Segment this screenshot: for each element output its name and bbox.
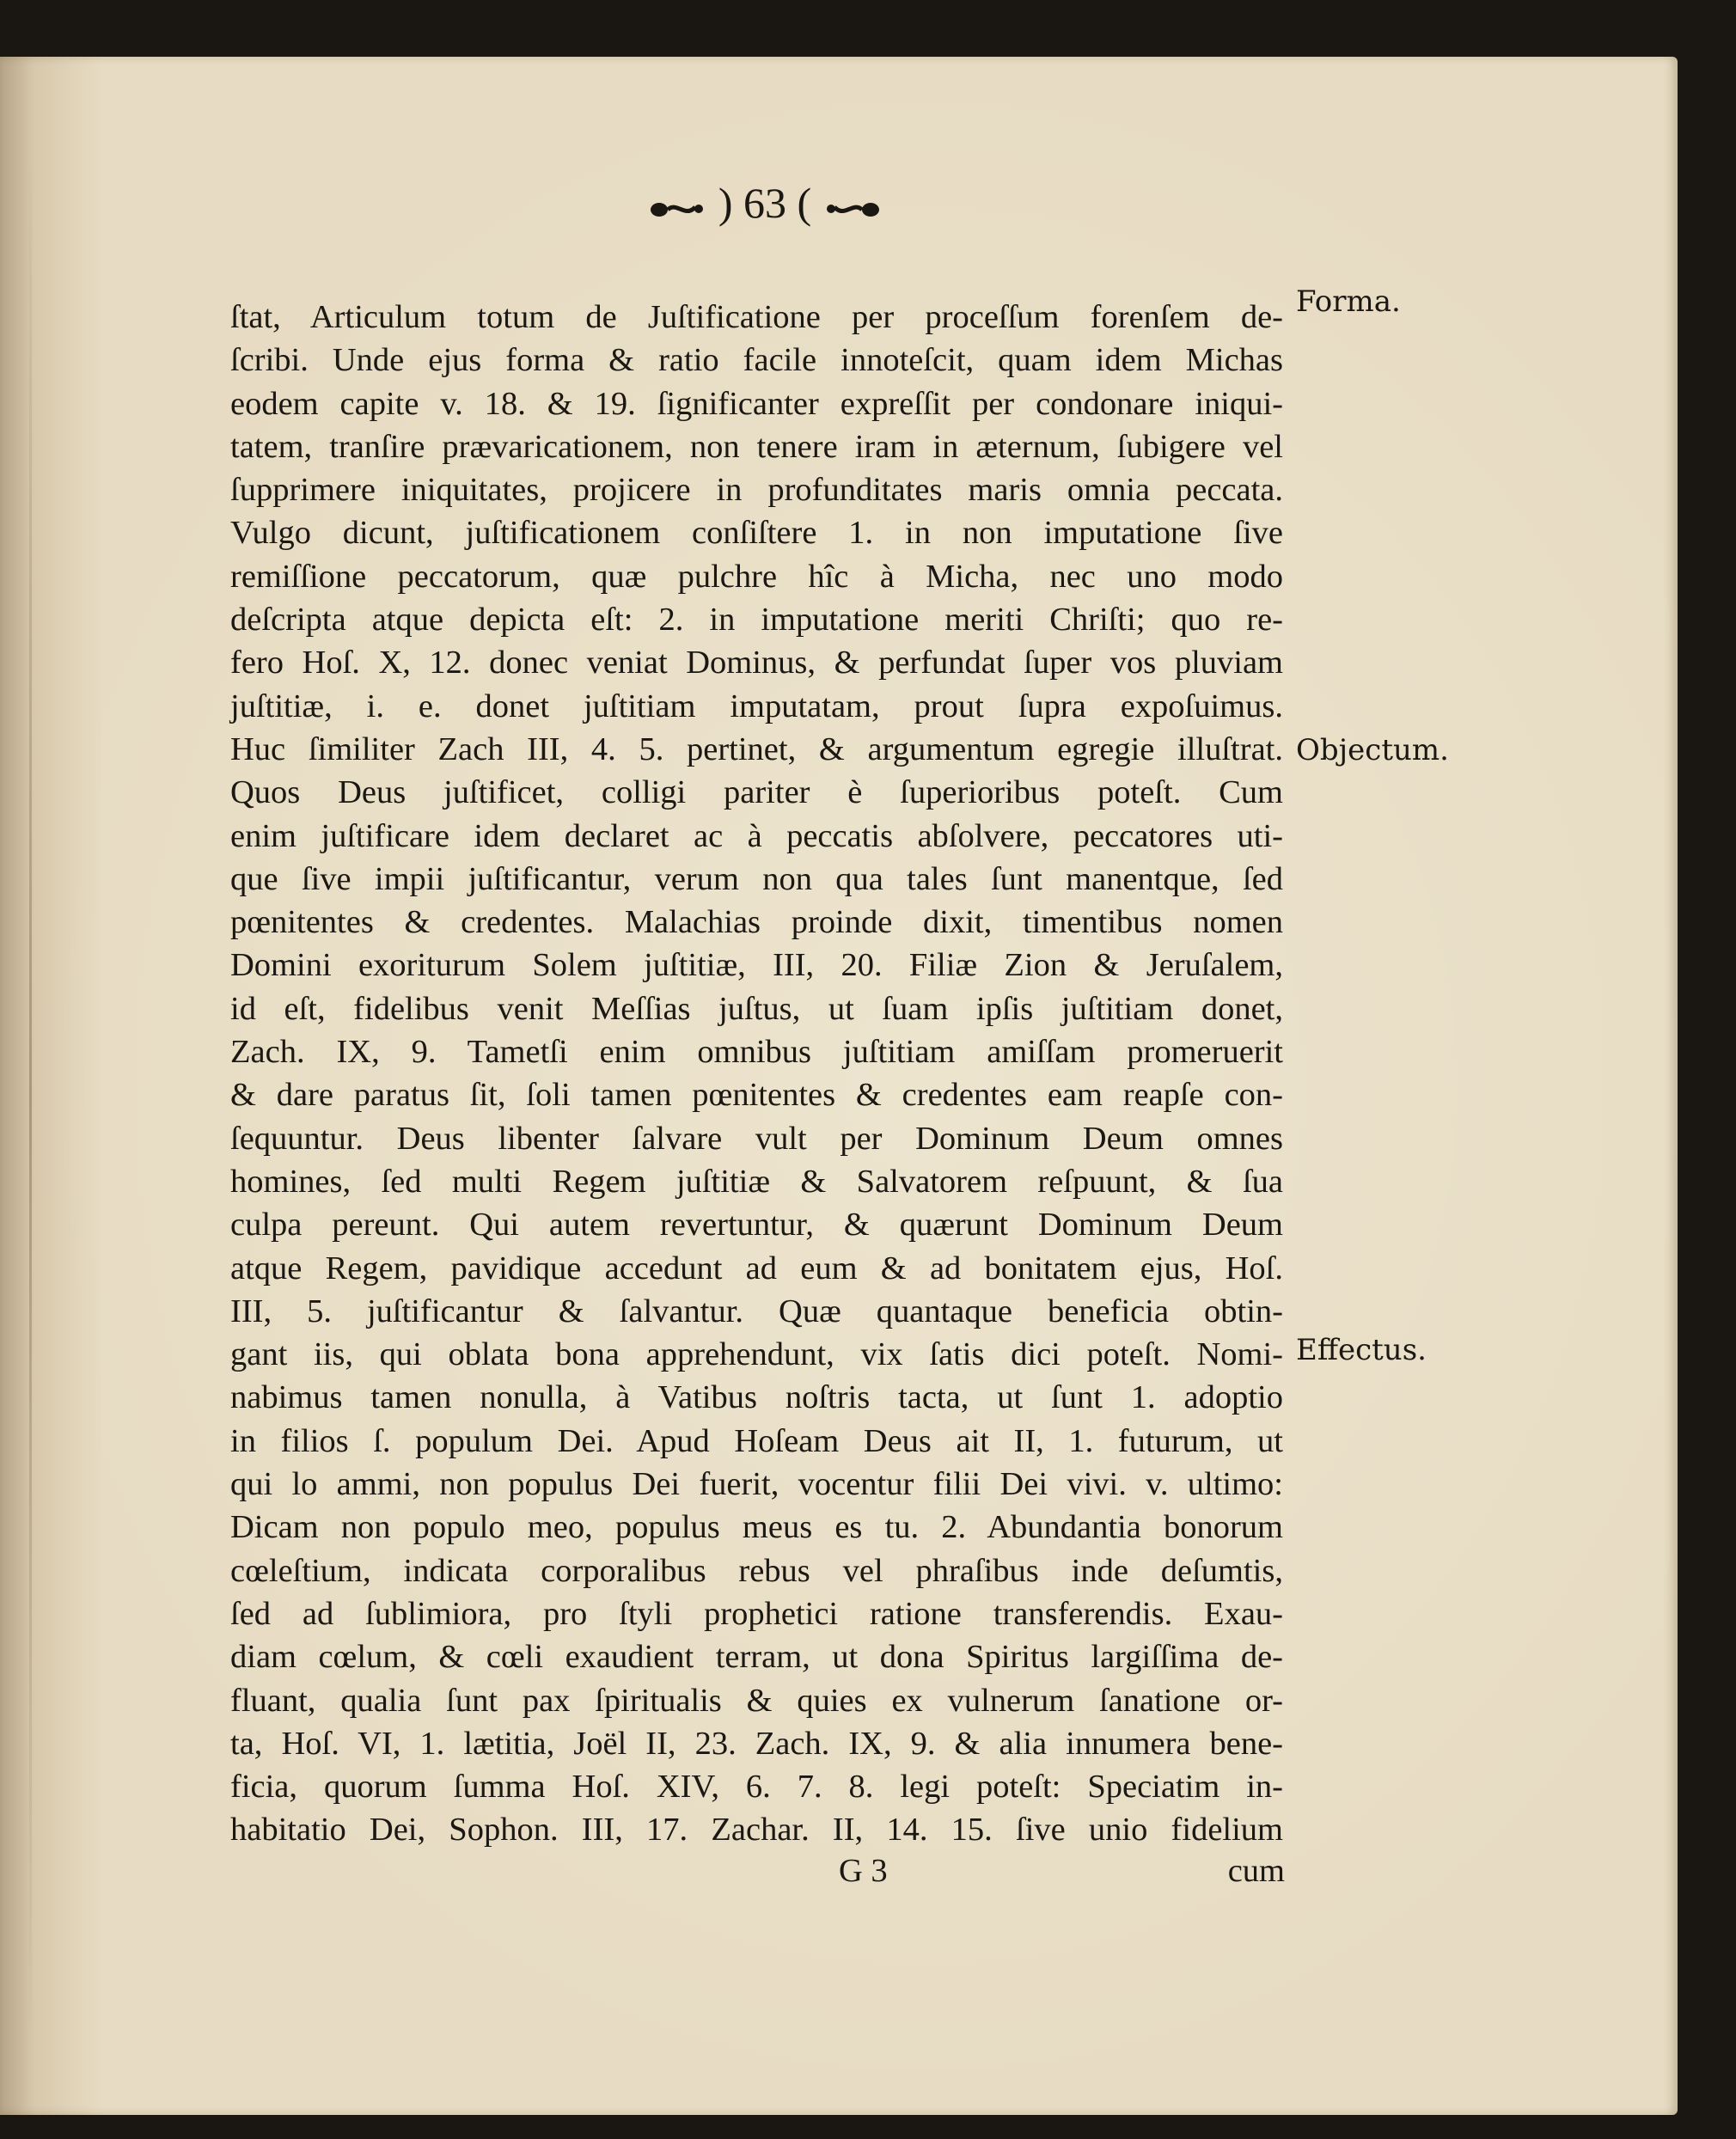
text-line: cœleſtium, indicata corporalibus rebus vel phraſibus inde deſumtis, — [230, 1552, 1283, 1589]
text-line: qui lo ammi, non populus Dei fuerit, vocentur filii Dei vivi. v. ultimo: — [230, 1466, 1283, 1503]
margin-note-objectum: Objectum. — [1296, 733, 1449, 767]
gutter-shadow — [29, 151, 32, 2042]
text-line: pœnitentes & credentes. Malachias proinde dixit, timentibus nomen — [230, 904, 1283, 941]
text-line: deſcripta atque depicta eſt: 2. in imputatione meriti Chriſti; quo re- — [230, 602, 1283, 639]
text-line: habitatio Dei, Sophon. III, 17. Zachar. II, 14. 15. ſive unio fidelium — [230, 1812, 1283, 1849]
margin-note-effectus: Effectus. — [1296, 1333, 1427, 1367]
text-line: ſtat, Articulum totum de Juſtificatione per proceſſum forenſem de- — [230, 299, 1283, 335]
text-line: in filios ſ. populum Dei. Apud Hoſeam Deus ait II, 1. futurum, ut — [230, 1422, 1283, 1459]
text-line: Quos Deus juſtificet, colligi pariter è ſuperioribus poteſt. Cum — [230, 774, 1283, 811]
signature-mark: G 3 — [839, 1853, 888, 1889]
margin-note-forma: Forma. — [1296, 284, 1401, 319]
text-line: remiſſione peccatorum, quæ pulchre hîc à Micha, nec uno modo — [230, 558, 1283, 595]
right-ornament-icon — [822, 182, 883, 234]
text-line: atque Regem, pavidique accedunt ad eum & ad bonitatem ejus, Hoſ. — [230, 1250, 1283, 1286]
text-line: fero Hoſ. X, 12. donec veniat Dominus, & perfundat ſuper vos pluviam — [230, 645, 1283, 681]
text-line: Zach. IX, 9. Tametſi enim omnibus juſtitiam amiſſam promeruerit — [230, 1034, 1283, 1071]
text-line: ſupprimere iniquitates, projicere in profunditates maris omnia peccata. — [230, 472, 1283, 509]
page-footer — [230, 1849, 1283, 1893]
text-line: III, 5. juſtificantur & ſalvantur. Quæ quantaque beneficia obtin- — [230, 1293, 1283, 1329]
text-line: ſequuntur. Deus libenter ſalvare vult per Dominum Deum omnes — [230, 1120, 1283, 1157]
text-line: enim juſtificare idem declaret ac à peccatis abſolvere, peccatores uti- — [230, 817, 1283, 854]
text-line: gant iis, qui oblata bona apprehendunt, vix ſatis dici poteſt. Nomi- — [230, 1336, 1283, 1373]
text-line: eodem capite v. 18. & 19. ſignificanter expreſſit per condonare iniqui- — [230, 385, 1283, 422]
text-line: ficia, quorum ſumma Hoſ. XIV, 6. 7. 8. legi poteſt: Speciatim in- — [230, 1769, 1283, 1806]
text-line: & dare paratus ſit, ſoli tamen pœnitentes & credentes eam reapſe con- — [230, 1077, 1283, 1114]
text-line: que ſive impii juſtificantur, verum non qua tales ſunt manentque, ſed — [230, 860, 1283, 897]
book-page — [0, 57, 1678, 2115]
text-line: nabimus tamen nonulla, à Vatibus noſtris tacta, ut ſunt 1. adoptio — [230, 1379, 1283, 1416]
text-line: id eſt, fidelibus venit Meſſias juſtus, ut ſuam ipſis juſtitiam donet, — [230, 990, 1283, 1027]
text-line: Huc ſimiliter Zach III, 4. 5. pertinet, & argumentum egregie illuſtrat. — [230, 730, 1283, 767]
text-line: Domini exoriturum Solem juſtitiæ, III, 20. Filiæ Zion & Jeruſalem, — [230, 947, 1283, 984]
text-line: juſtitiæ, i. e. donet juſtitiam imputatam, prout ſupra expoſuimus. — [230, 688, 1283, 724]
text-line: fluant, qualia ſunt pax ſpiritualis & quies ex vulnerum ſanatione or- — [230, 1682, 1283, 1719]
text-line: ſed ad ſublimiora, pro ſtyli prophetici ratione transferendis. Exau- — [230, 1595, 1283, 1632]
body-text — [230, 296, 1283, 1852]
text-line: tatem, tranſire prævaricationem, non tenere iram in æternum, ſubigere vel — [230, 428, 1283, 465]
text-line: ſcribi. Unde ejus forma & ratio facile innoteſcit, quam idem Michas — [230, 342, 1283, 379]
page-number: ) 63 ( — [718, 179, 812, 227]
text-line: culpa pereunt. Qui autem revertuntur, & quærunt Dominum Deum — [230, 1207, 1283, 1244]
catchword: cum — [1227, 1853, 1285, 1889]
left-ornament-icon — [647, 182, 707, 234]
text-line: Dicam non populo meo, populus meus es tu. 2. Abundantia bonorum — [230, 1509, 1283, 1546]
text-line: Vulgo dicunt, juſtificationem conſiſtere 1. in non imputatione ſive — [230, 515, 1283, 552]
text-line: homines, ſed multi Regem juſtitiæ & Salvatorem reſpuunt, & ſua — [230, 1163, 1283, 1200]
text-line: diam cœlum, & cœli exaudient terram, ut dona Spiritus largiſſima de- — [230, 1639, 1283, 1676]
text-line: ta, Hoſ. VI, 1. lætitia, Joël II, 23. Zach. IX, 9. & alia innumera bene- — [230, 1725, 1283, 1762]
running-header — [584, 177, 945, 229]
